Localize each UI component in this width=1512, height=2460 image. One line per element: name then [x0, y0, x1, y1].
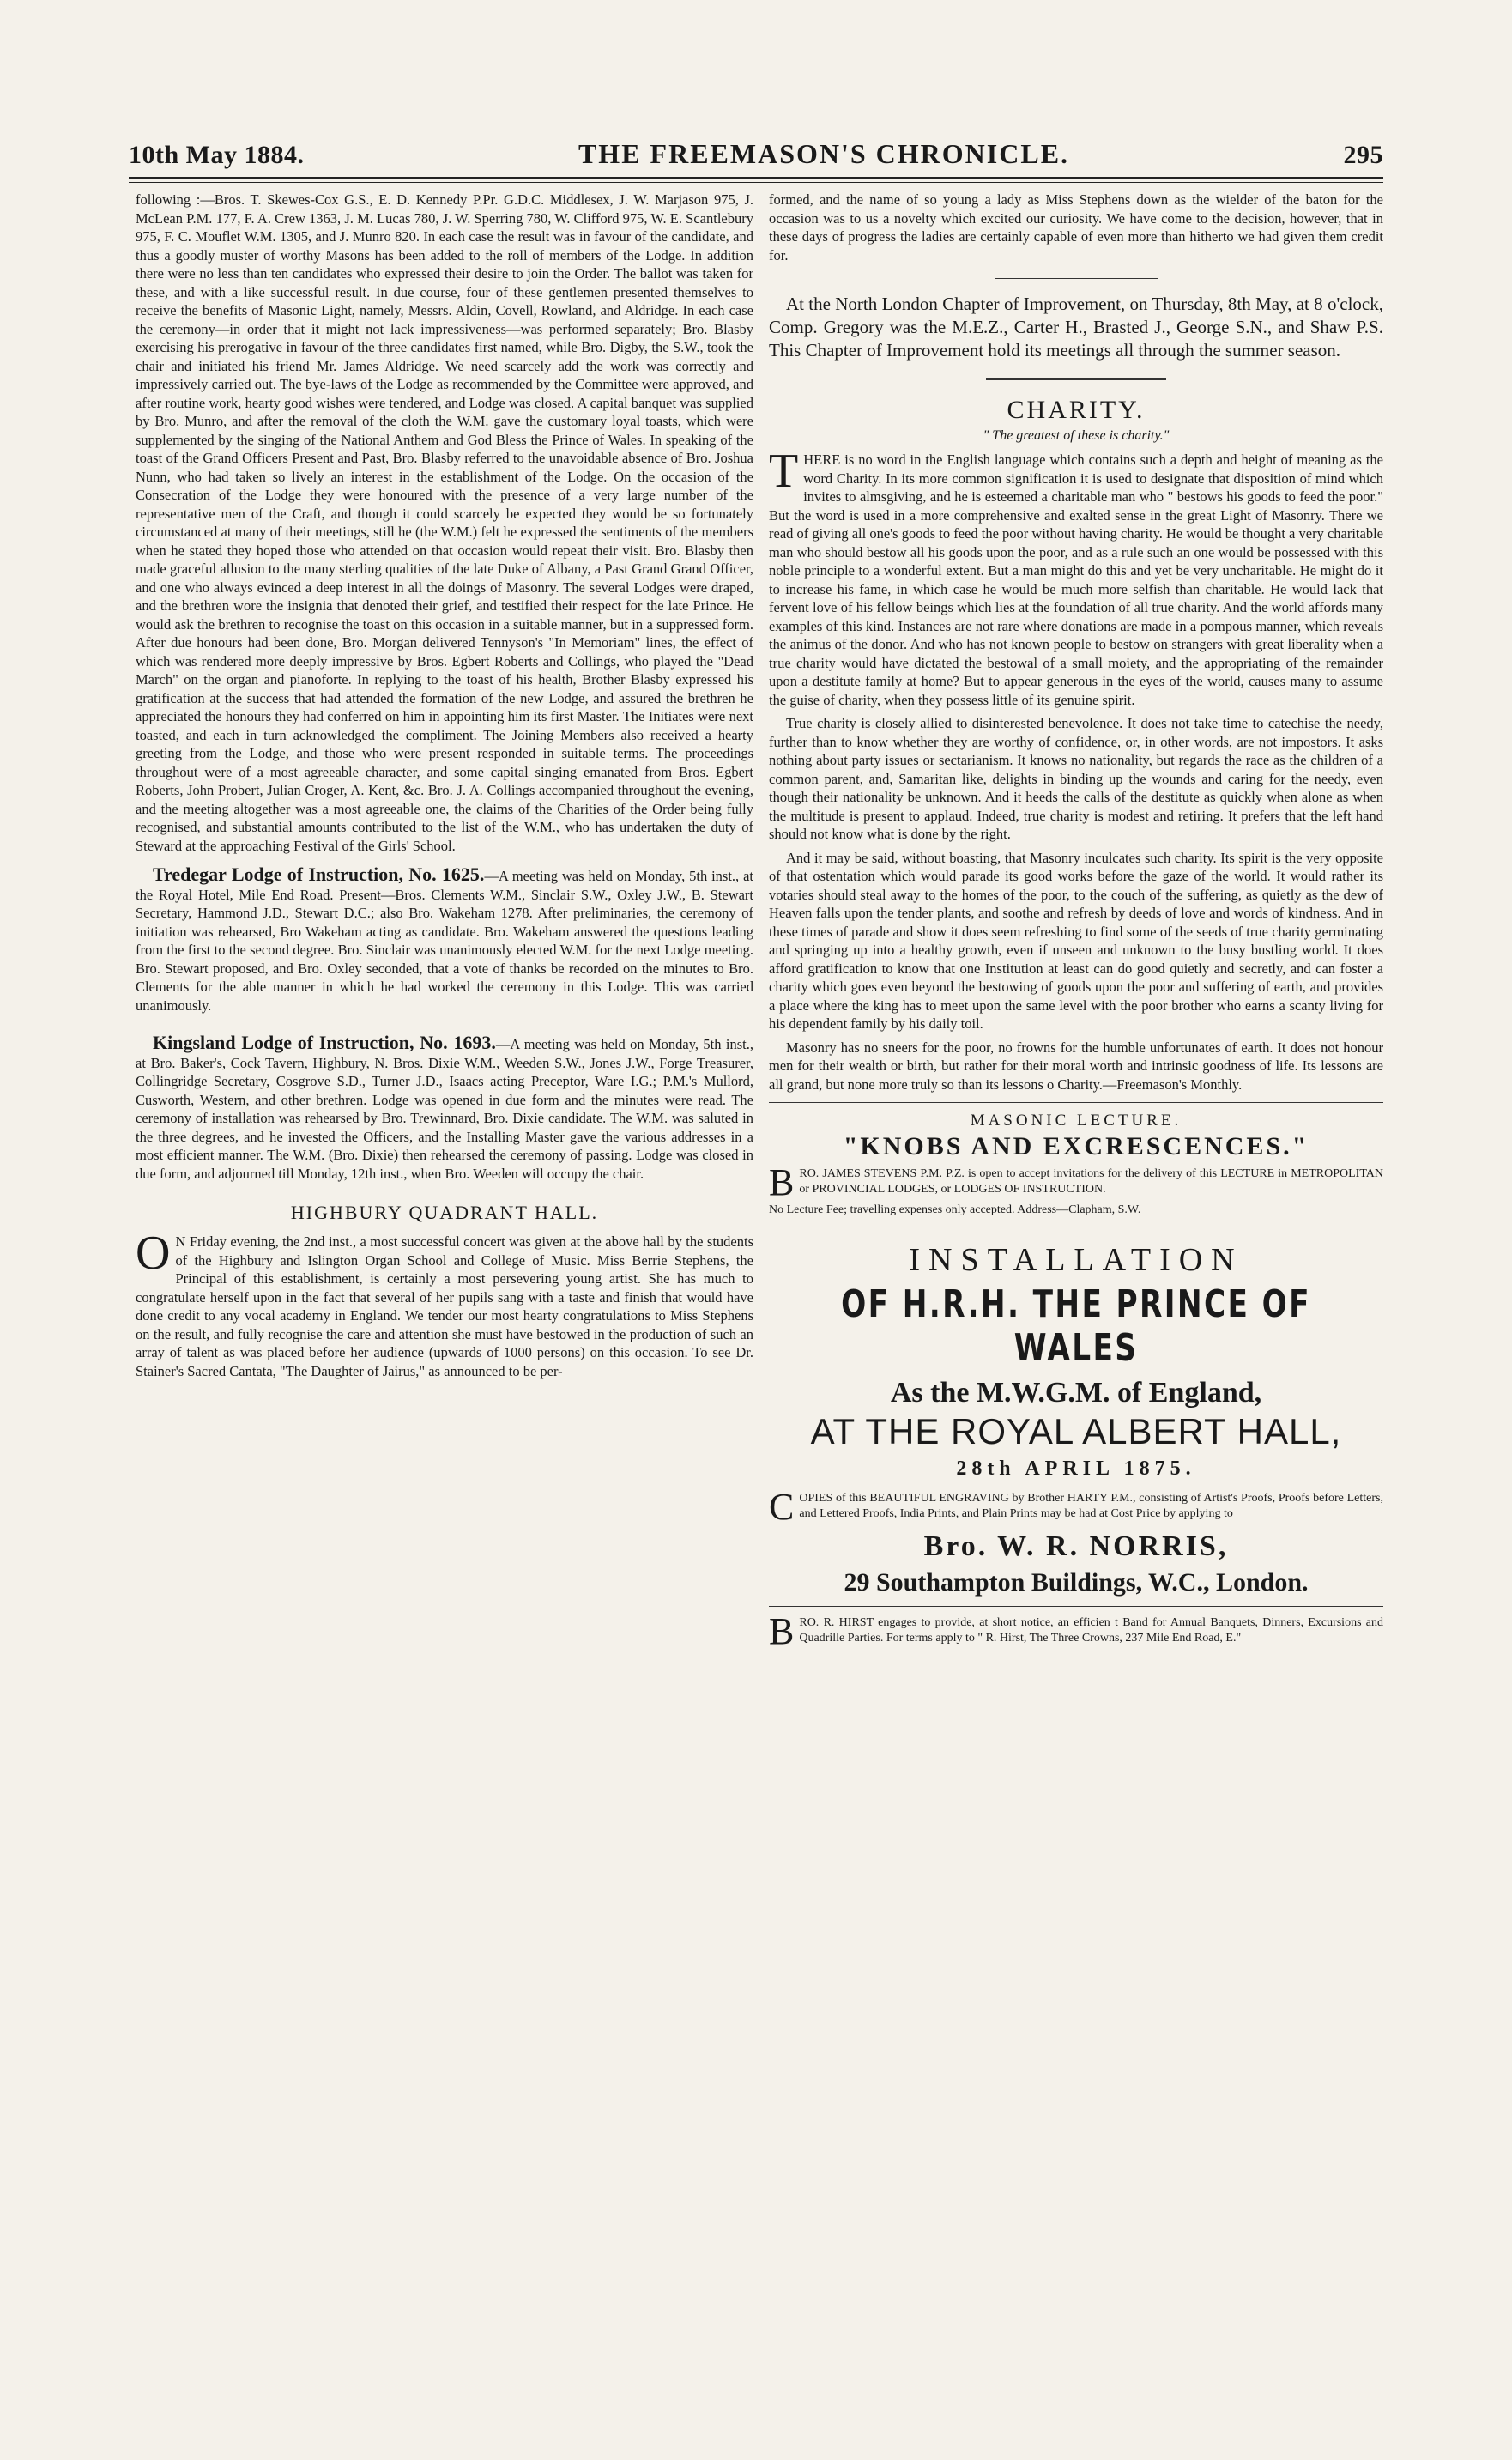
albert-hall-line: AT THE ROYAL ALBERT HALL,: [810, 1411, 1342, 1451]
tredegar-article: [136, 865, 753, 1015]
charity-motto: " The greatest of these is charity.": [983, 428, 1170, 443]
page-header: [129, 129, 1383, 170]
charity-para-3: And it may be said, without boasting, that Masonry inculcates such charity. Its spirit is the very opposite of that ostentation which would parade its good works before the gaze of the world. It would rather its votaries should steal away to the homes of the poor, to the couch of the suffering, as quietly as the dew of Heaven falls upon the tender plants, and soothe and refresh by deeds of love and words of kindness. And in these times of parade and show it does seem refreshing to find some of the seeds of true charity germinating and springing up into a healthy growth, even if unseen and unknown to the busy bustling world. It does afford gratification to know that one Institution at least can do good quietly and secretly, and can foster a charity which goes even beyond the bestowing of goods upon the poor and suffering of earth, and provides a place where the king has to meet upon the same level with the poor brother who earns a scanty living for his dependent family by his daily toil.: [769, 849, 1383, 1032]
engraving-advert-text: OPIES of this BEAUTIFUL ENGRAVING by Brother HARTY P.M., consisting of Artist's Proofs, Proofs before Letters, and Lettered Proofs, India Prints, and Plain Prints may be had at Cost Price by applying to: [799, 1492, 1383, 1520]
hirst-advert: [769, 1610, 1383, 1652]
page-number: 295: [1343, 141, 1383, 169]
hirst-advert-text: RO. R. HIRST engages to provide, at short notice, an efficien t Band for Annual Banquets, Dinners, Excursions and Quadrille Parties. For terms apply to " R. Hirst, The Three Crowns, 237 Mile End Road, E.": [799, 1616, 1383, 1645]
dropcap-letter: T: [769, 445, 799, 498]
lecture-terms: No Lecture Fee; travelling expenses only accepted. Address—Clapham, S.W.: [769, 1203, 1141, 1216]
kingsland-body: —A meeting was held on Monday, 5th inst., at Bro. Baker's, Cock Tavern, Highbury, N. Bros. Dixie W.M., Weeden S.W., Jones J.W., Forge Treasurer, Collingridge Secretary, Cosgrove S.D., Turner J.D., Isaacs acting Preceptor, Ware I.G.; P.M.'s Mullord, Cusworth, Western, and other brethren. Lodge was opened in due form and the minutes were read. The ceremony of installation was rehearsed by Bro. Trewinnard, Bro. Dixie candidate. The W.M. was saluted in the three degrees, and he invested the Officers, and the Installing Master gave the various addresses in a most efficient manner. The W.M. (Bro. Dixie) then rehearsed the ceremony of passing. Lodge was closed in due form, and adjourned till Monday, 12th inst., when Bro. Weeden will occupy the chair.: [136, 1036, 753, 1182]
lecture-title: "KNOBS AND EXCRESCENCES.": [843, 1132, 1309, 1160]
dropcap-letter: B: [769, 1161, 795, 1203]
installation-date: 28th APRIL 1875.: [956, 1457, 1196, 1480]
kingsland-heading: Kingsland Lodge of Instruction, No. 1693.: [153, 1032, 496, 1053]
lecture-label: MASONIC LECTURE.: [970, 1112, 1182, 1130]
charity-para-1: [769, 445, 1383, 709]
tredegar-body: —A meeting was held on Monday, 5th inst., at the Royal Hotel, Mile End Road. Present—Bros. Clements W.M., Sinclair S.W., Oxley J.W., B. Stewart Secretary, Hammond J.D., Stewart D.C.; also Bro. Wakeham 1278. After preliminaries, the ceremony of initiation was rehearsed, Bro Wakeham acting as candidate. Bro. Wakeham answered the questions leading from the first to the second degree. Bro. Sinclair was unanimously elected W.M. for the next Lodge meeting. Bro. Stewart proposed, and Bro. Oxley seconded, that a vote of thanks be recorded on the minutes to Bro. Clements for the able manner in which he had worked the ceremony in this Lodge. This was carried unanimously.: [136, 868, 753, 1014]
lodge-report-continuation: following :—Bros. T. Skewes-Cox G.S., E. D. Kennedy P.Pr. G.D.C. Middlesex, J. W. Marjason 975, J. McLean P.M. 177, F. A. Crew 1363, J. M. Lucas 780, J. W. Sperring 780, W. Clifford 975, W. E. Scantlebury 975, F. C. Mouflet W.M. 1305, and J. Munro 820. In each case the result was in favour of the candidate, and thus a goodly muster of worthy Masons has been added to the roll of members of the Lodge. In addition there were no less than ten candidates who expressed their desire to join the Order. The ballot was taken for these, and with a like successful result. In due course, four of these gentlemen presented themselves to receive the benefits of Masonic Light, namely, Messrs. Aldin, Covell, Rowland, and Aldridge. In each case the ceremony—in order that it might not lack impressiveness—was performed separately; Bro. Blasby exercising his prerogative in favour of the three candidates first named, while Bro. Digby, the S.W., took the chair and initiated his friend Mr. James Aldridge. We need scarcely add the work was correctly and impressively carried out. The bye-laws of the Lodge as recommended by the Committee were approved, and after routine work, hearty good wishes were tendered, and Lodge was closed. A capital banquet was supplied by Bro. Munro, and after the removal of the cloth the W.M. gave the customary loyal toasts, which were supplemented by the singing of the National Anthem and God Bless the Prince of Wales. In speaking of the toast of the Grand Officers Present and Past, Bro. Blasby referred to the unavoidable absence of Bro. Joshua Nunn, who had taken so lively an interest in the establishment of the Lodge. On the occasion of the Consecration of the Lodge they were honoured with the presence of a very large number of the representative men of the Craft, and though it could scarcely be expected they would be so fortunately circumstanced at many of their meetings, still he (the W.M.) felt he expressed the sentiments of the members when he stated they hoped those who attended on that occasion would repeat their visit. Bro. Blasby then made graceful allusion to the many sterling qualities of the late Duke of Albany, a Past Grand Grand Officer, and one who always evinced a deep interest in all the doings of Masonry. The several Lodges were draped, and the brethren wore the insignia that denoted their grief, and testified their respect for the late Prince. He would ask the brethren to recognise the toast on this occasion in a suitable manner, but in a suppressed form. After due honours had been done, Bro. Morgan delivered Tennyson's "In Memoriam" lines, the effect of which was rendered more deeply impressive by Bros. Egbert Roberts and Collings, who played the "Dead March" on the organ and pianoforte. In replying to the toast of his health, Brother Blasby expressed his gratification at the success that had attended the formation of the new Lodge, and assured the brethren he appreciated the honours they had conferred on him in appointing him its first Master. The Initiates were next toasted, and each in turn acknowledged the compliment. The Joining Members also received a hearty greeting from the Lodge, and those who were present responded in suitable terms. The proceedings throughout were of a most agreeable character, and some capital singing emanated from Bros. Egbert Roberts, John Probert, Julian Croger, A. Kent, &c. Bro. J. A. Collings accompanied throughout the evening, and the meeting altogether was a most agreeable one, the claims of the Charities of the Order being fully recognised, and substantial amounts contributed to the list of the W.M., who has undertaken the duty of Steward at the approaching Festival of the Girls' School.: [136, 191, 753, 854]
engraving-advert: [769, 1486, 1383, 1528]
dropcap-letter: B: [769, 1610, 795, 1652]
section-divider-double: [986, 378, 1166, 380]
dropcap-letter: C: [769, 1486, 795, 1528]
masthead-title: THE FREEMASON'S CHRONICLE.: [578, 138, 1070, 169]
header-rule: [129, 177, 1383, 179]
lecture-advert: [769, 1161, 1383, 1203]
highbury-body: N Friday evening, the 2nd inst., a most successful concert was given at the above hall by the students of the Highbury and Islington Organ School and College of Music. Miss Berrie Stephens, the Principal of this establishment, is certainly a most persevering young artist. She has much to congratulate herself upon in the fact that several of her pupils sang with a taste and finish that would have done credit to any vocal academy in England. We tender our most hearty congratulations to Miss Stephens on the result, and fully recognise the care and attention she must have bestowed in the production of such an array of talent as was placed before her audience (upwards of 1000 persons) on this occasion. To see Dr. Stainer's Sacred Cantata, "The Daughter of Jairus," as announced to be per-: [136, 1233, 753, 1379]
right-column: [769, 191, 1383, 1651]
section-divider: [995, 278, 1158, 279]
charity-heading: CHARITY.: [1007, 396, 1146, 424]
charity-para-2: True charity is closely allied to disinterested benevolence. It does not take time to catechise the needy, further than to know whether they are worthy of confidence, or, in other words, are not impostors. It asks nothing about party issues or sectarianism. It knows no nationality, but regards the race as the children of a common parent, and, Samaritan like, delights in binding up the wounds and caring for the needy, even though their nationality be unknown. And it heeds the calls of the destitute as quickly when alone as when the multitude is present to applaud. Indeed, true charity is modest and retiring. It prefers that the left hand should not know what is done by the right.: [769, 715, 1383, 842]
charity-para-1-text: HERE is no word in the English language which contains such a depth and height of meaning as the word Charity. In its more common signification it is used to designate that disposition of mind which invites to almsgiving, and he is esteemed a charitable man who " bestows his goods to feed the poor." But the word is used in a more comprehensive and exalted sense in the great Light of Masonry. There we read of giving all one's goods to feed the poor without having charity. He would be thought a very charitable man who should bestow all his goods upon the poor, and as a rule such an one would be possessed with this noble principle to a wonderful extent. But a man might do this and yet be very uncharitable. He might do it to increase his fame, in which case he would be much more selfish than charitable. He would lack that fervent love of his fellow beings which lies at the foundation of all true charity. And the world affords many examples of this kind. Instances are not rare where donations are made in a pompous manner, which reveals the animus of the donor. And who has not known people to bestow on strangers with great liberality when a true charity would have dictated the bestowal of a small moiety, and the appropriating of the remainder upon a destitute family at home? But to appear generous in the eyes of the world, causes many to assume the guise of charity, when they possess little of its genuine spirit.: [769, 451, 1383, 708]
grand-master-line: As the M.W.G.M. of England,: [890, 1377, 1262, 1409]
prince-heading: OF H.R.H. THE PRINCE OF WALES: [841, 1282, 1311, 1370]
norris-address: 29 Southampton Buildings, W.C., London.: [844, 1568, 1309, 1597]
issue-date: 10th May 1884.: [129, 141, 305, 169]
kingsland-article: [136, 1033, 753, 1183]
lecture-advert-text: RO. JAMES STEVENS P.M. P.Z. is open to accept invitations for the delivery of this LECTURE in METROPOLITAN or PROVINCIAL LODGES, or LODGES OF INSTRUCTION.: [799, 1167, 1383, 1196]
header-rule-thin: [129, 182, 1383, 183]
highbury-article: [136, 1227, 753, 1380]
north-london-notice: [769, 293, 1383, 362]
left-column: [136, 191, 753, 1385]
highbury-continuation: formed, and the name of so young a lady as Miss Stephens down as the wielder of the baton for the occasion was to us a novelty which excited our curiosity. We have come to the decision, however, that in these days of progress the ladies are certainly capable of even more than hitherto we had given them credit for.: [769, 191, 1383, 264]
tredegar-heading: Tredegar Lodge of Instruction, No. 1625.: [153, 863, 485, 885]
highbury-heading: HIGHBURY QUADRANT HALL.: [290, 1202, 599, 1223]
advert-rule: [769, 1102, 1383, 1103]
north-london-text: At the North London Chapter of Improvement, on Thursday, 8th May, at 8 o'clock, Comp. Gregory was the M.E.Z., Carter H., Brasted J., George S.N., and Shaw P.S. This Chapter of Improvement hold its meetings all through the summer season.: [769, 294, 1383, 361]
installation-heading: INSTALLATION: [909, 1242, 1243, 1278]
charity-para-4: Masonry has no sneers for the poor, no frowns for the humble unfortunates of earth. It does not honour men for their wealth or birth, but rather for their moral worth and intrinsic goodness of life. Its lessons are all grand, but none more truly so than its lessons o Charity.—Freemason's Monthly.: [769, 1039, 1383, 1093]
dropcap-letter: O: [136, 1227, 171, 1280]
norris-name: Bro. W. R. NORRIS,: [923, 1530, 1229, 1562]
advert-rule: [769, 1606, 1383, 1607]
